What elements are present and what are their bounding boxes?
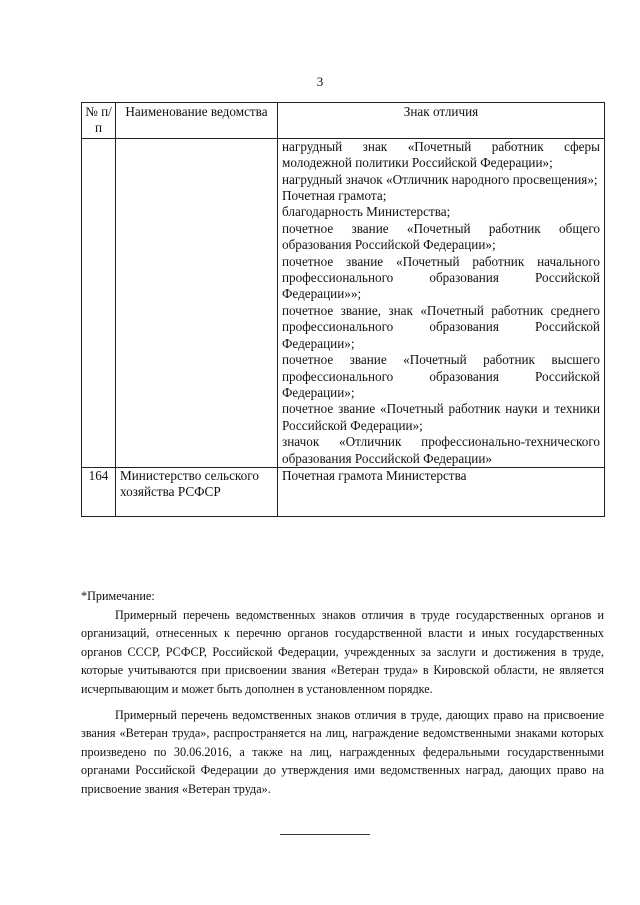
footer-divider (280, 834, 370, 835)
cell-num: 164 (82, 467, 116, 516)
cell-ministry (116, 138, 278, 467)
award-item: значок «Отличник профессионально-технического образования Российской Федерации» (282, 434, 600, 466)
cell-award: Почетная грамота Министерства (278, 467, 605, 516)
cell-num (82, 138, 116, 467)
award-item: нагрудный значок «Отличник народного просвещения»; (282, 171, 598, 187)
table-header-row (82, 103, 605, 139)
award-item: благодарность Министерства; (282, 204, 451, 220)
award-item: Почетная грамота; (282, 188, 387, 204)
header-award: Знак отличия (278, 103, 605, 139)
header-num: № п/п (82, 103, 116, 139)
award-item: нагрудный знак «Почетный работник сферы молодежной политики Российской Федерации»; (282, 138, 600, 171)
table-row (82, 467, 605, 516)
table-row (82, 138, 605, 467)
header-ministry: Наименование ведомства (116, 103, 278, 139)
award-item: почетное звание «Почетный работник высшего профессионального образования Российской Федерации»; (282, 352, 600, 400)
award-item: почетное звание «Почетный работник общего образования Российской Федерации»; (282, 220, 600, 253)
award-item: почетное звание «Почетный работник науки и техники Российской Федерации»; (282, 401, 600, 433)
cell-awards (278, 138, 605, 467)
award-item: почетное звание «Почетный работник начального профессионального образования Российской Федерации»»; (282, 253, 600, 302)
note-label: *Примечание: (81, 589, 155, 603)
page-number: 3 (316, 74, 324, 89)
note-paragraph: Примерный перечень ведомственных знаков отличия в труде государственных органов и организаций, отнесенных к перечню органов государственной власти и иных государственных органов СССР, РСФСР, Российской Федерации, учрежденных за заслуги и достижения в труде, которые учитываются при присвоении звания «Ветеран труда» в Кировской области, не является исчерпывающим и может быть дополнен в установленном порядке. (81, 607, 604, 696)
award-item: почетное звание, знак «Почетный работник среднего профессионального образования Российской Федерации»; (282, 302, 600, 351)
note-section (81, 587, 604, 799)
note-paragraph: Примерный перечень ведомственных знаков отличия в труде, дающих право на присвоение звания «Ветеран труда», распространяется на лиц, награждение ведомственными знаками которых произведено по 30.06.2016, а также на лиц, награжденных федеральными государственными органами Российской Федерации до утверждения ими ведомственных наград, дающих право на присвоение звания «Ветеран труда». (81, 707, 604, 796)
cell-ministry: Министерство сельского хозяйства РСФСР (116, 467, 278, 516)
awards-table (81, 102, 605, 517)
